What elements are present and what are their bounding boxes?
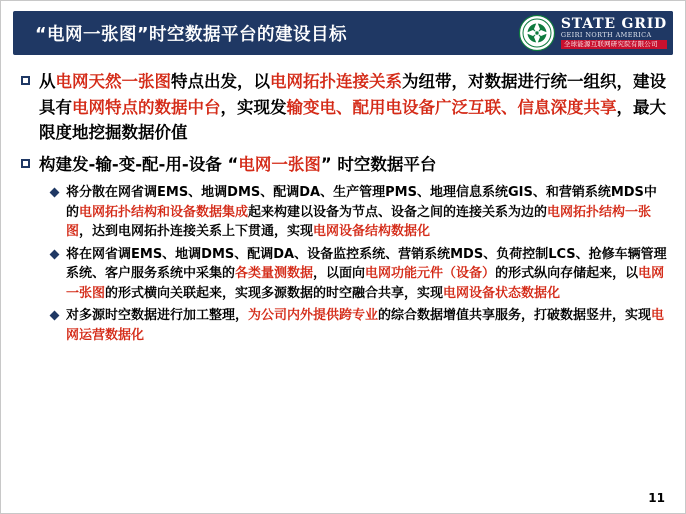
text-run: ，以面向 xyxy=(313,266,366,282)
text-run: 各类量测数据 xyxy=(235,266,314,282)
square-bullet-icon xyxy=(21,159,30,168)
bullet-level2 xyxy=(51,183,667,242)
slide-body xyxy=(1,55,685,345)
diamond-bullet-icon xyxy=(50,249,60,259)
logo-line-3: 全球能源互联网研究院有限公司 xyxy=(561,40,667,49)
logo-line-2: GEIRI NORTH AMERICA xyxy=(560,30,652,39)
text-run: 构建发-输-变-配-用-设备 “ xyxy=(39,154,239,174)
text-run: 电网特点的数据中台 xyxy=(72,97,221,117)
text-run: ，最大限度地挖掘数据价值 xyxy=(39,97,666,143)
bullet-level2 xyxy=(51,245,667,304)
text-run: 从 xyxy=(39,72,56,91)
bullet-level1 xyxy=(21,69,667,146)
text-run: 电网拓扑结构和设备数据集成 xyxy=(79,204,249,220)
text-run: 电网一张图 xyxy=(66,266,665,301)
text-run: 将分散在网省调EMS、地调DMS、配调DA、生产管理PMS、地理信息系统GIS、和营销系统MDS中的 xyxy=(66,185,657,220)
bullet-level1 xyxy=(21,152,667,178)
text-run: 的形式横向关联起来，实现多源数据的时空融合共享，实现 xyxy=(105,285,444,301)
bullet-level2-text xyxy=(66,245,667,304)
state-grid-globe-logo-icon xyxy=(518,14,556,52)
text-run: 对多源时空数据进行加工整理， xyxy=(66,308,249,324)
text-run: 的形式纵向存储起来，以 xyxy=(495,266,639,282)
page-title: “电网一张图”时空数据平台的建设目标 xyxy=(35,24,348,45)
bullet-level1-text xyxy=(39,69,667,146)
text-run: ，达到电网拓扑连接关系上下贯通，实现 xyxy=(79,224,314,240)
text-run: 为公司内外提供跨专业 xyxy=(248,308,379,324)
text-run: 为纽带，对数据进行统一组织，建设具有 xyxy=(39,72,666,117)
text-run: ” 时空数据平台 xyxy=(320,154,437,174)
text-run: 电网设备状态数据化 xyxy=(443,285,561,301)
text-run: 将在网省调EMS、地调DMS、配调DA、设备监控系统、营销系统MDS、负荷控制LCS、抢修车辆管理系统、客户服务系统中采集的 xyxy=(66,246,667,282)
bullet-level2 xyxy=(51,306,667,345)
square-bullet-icon xyxy=(21,76,30,85)
bullet-level1-text xyxy=(39,152,667,178)
logo-text xyxy=(561,17,667,49)
text-run: 电网天然一张图 xyxy=(55,72,171,91)
bullet-level2-list xyxy=(51,183,667,345)
text-run: ，实现发 xyxy=(220,97,287,117)
logo-line-1: STATE GRID xyxy=(560,15,667,32)
text-run: 电网拓扑结构一张图 xyxy=(66,204,652,240)
bullet-level2-text xyxy=(66,306,667,345)
diamond-bullet-icon xyxy=(50,311,60,321)
page-number: 11 xyxy=(648,491,665,505)
text-run: 电网运营数据化 xyxy=(66,308,665,343)
slide-header xyxy=(13,11,673,55)
diamond-bullet-icon xyxy=(50,188,60,198)
text-run: 输变电、配用电设备广泛互联、信息深度共享 xyxy=(286,97,617,117)
text-run: 起来构建以设备为节点、设备之间的连接关系为边的 xyxy=(248,204,548,220)
logo xyxy=(518,11,673,55)
text-run: 特点出发，以 xyxy=(171,72,270,91)
text-run: 电网一张图 xyxy=(238,154,321,174)
text-run: 电网设备结构数据化 xyxy=(313,224,431,240)
text-run: 电网功能元件（设备） xyxy=(365,266,496,282)
text-run: 的综合数据增值共享服务，打破数据竖井，实现 xyxy=(378,308,652,324)
bullet-level2-text xyxy=(66,183,667,242)
text-run: 电网拓扑连接关系 xyxy=(270,72,402,91)
